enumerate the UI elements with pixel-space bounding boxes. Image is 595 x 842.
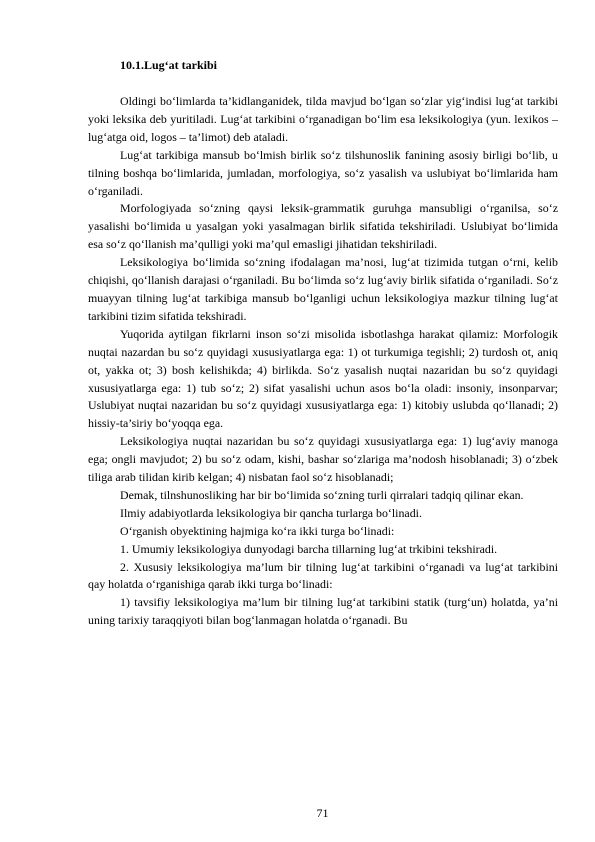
paragraph: 2. Xususiy leksikologiya ma’lum bir tilning lug‘at tarkibini o‘rganadi va lug‘at tarkibini qay holatda o‘rganishiga qarab ikki turga bo‘linadi: bbox=[88, 559, 558, 592]
paragraph: Demak, tilnshunosliking har bir bo‘limida so‘zning turli qirralari tadqiq qilinar ekan. bbox=[120, 487, 524, 502]
paragraph: O‘rganish obyektining hajmiga ko‘ra ikki turga bo‘linadi: bbox=[120, 523, 395, 538]
paragraph: Morfologiyada so‘zning qaysi leksik-grammatik guruhga mansubligi o‘rganilsa, so‘z yasalishi bo‘limida u yasalgan yoki yasalmagan birlik sifatida tekshiriladi. Uslubiyat bo‘limida esa so‘z qo‘llanish ma’qulligi yoki ma’qul emasligi jihatidan tekshiriladi. bbox=[88, 201, 558, 252]
page-number: 71 bbox=[316, 806, 329, 820]
section-heading: 10.1.Lug‘at tarkibi bbox=[120, 58, 218, 72]
paragraph: Oldingi bo‘limlarda ta’kidlanganidek, tilda mavjud bo‘lgan so‘zlar yig‘indisi lug‘at tarkibi yoki leksika deb yuritiladi. Lug‘at tarkibini o‘rganadigan bo‘lim esa leksikologiya (yun. lexikos – lug‘atga oid, logos – ta’limot) deb ataladi. bbox=[88, 94, 558, 144]
paragraph: Lug‘at tarkibiga mansub bo‘lmish birlik so‘z tilshunoslik fanining asosiy birligi bo‘lib, u tilning boshqa bo‘limlarida, jumladan, morfologiya, so‘z yasalish va uslubiyat bo‘limlarida ham o‘rganiladi. bbox=[88, 147, 558, 198]
paragraph: Leksikologiya nuqtai nazaridan bu so‘z quyidagi xususiyatlarga ega: 1) lug‘aviy manoga ega; ongli mavjudot; 2) bu so‘z odam, kishi, bashar so‘zlariga ma’nodosh hisoblanadi; 3) o‘zbek tiliga arab tilidan kirib kelgan; 4) nisbatan faol so‘z hisoblanadi; bbox=[88, 434, 558, 485]
paragraph: 1. Umumiy leksikologiya dunyodagi barcha tillarning lug‘at trkibini tekshiradi. bbox=[120, 541, 498, 556]
paragraph: Yuqorida aytilgan fikrlarni inson so‘zi misolida isbotlashga harakat qilamiz: Morfologik nuqtai nazardan bu so‘z quyidagi xususiyatlarga ega: 1) ot turkumiga tegishli; 2) turdosh ot, aniq ot, yakka ot; 3) bosh kelishikda; 4) birlikda. So‘z yasalish nuqtai nazaridan bu so‘z quyidagi xususiyatlarga ega: 1) tub so‘z; 2) sifat yasalishi uchun asos bo‘la oladi: insoniy, insonparvar; Uslubiyat nuqtai nazaridan bu so‘z quyidagi xususiyatlarga ega: 1) kitobiy uslubda qo‘llanadi; 2) hissiy-ta’siriy bo‘yoqqa ega. bbox=[88, 326, 558, 431]
paragraph: Ilmiy adabiyotlarda leksikologiya bir qancha turlarga bo‘linadi. bbox=[120, 505, 422, 520]
body-text bbox=[88, 93, 558, 630]
paragraph: Leksikologiya bo‘limida so‘zning ifodalagan ma’nosi, lug‘at tizimida tutgan o‘rni, kelib chiqishi, qo‘llanish darajasi o‘rganiladi. Bu bo‘limda so‘z lug‘aviy birlik sifatida o‘rganiladi. So‘z muayyan tilning lug‘at tarkibiga mansub bo‘lganligi uchun leksikologiya mazkur tilning lug‘at tarkibini tizim sifatida tekshiradi. bbox=[88, 255, 558, 323]
paragraph: 1) tavsifiy leksikologiya ma’lum bir tilning lug‘at tarkibini statik (turg‘un) holatda, ya’ni uning tarixiy taraqqiyoti bilan bog‘lanmagan holatda o‘rganadi. Bu bbox=[88, 595, 558, 628]
